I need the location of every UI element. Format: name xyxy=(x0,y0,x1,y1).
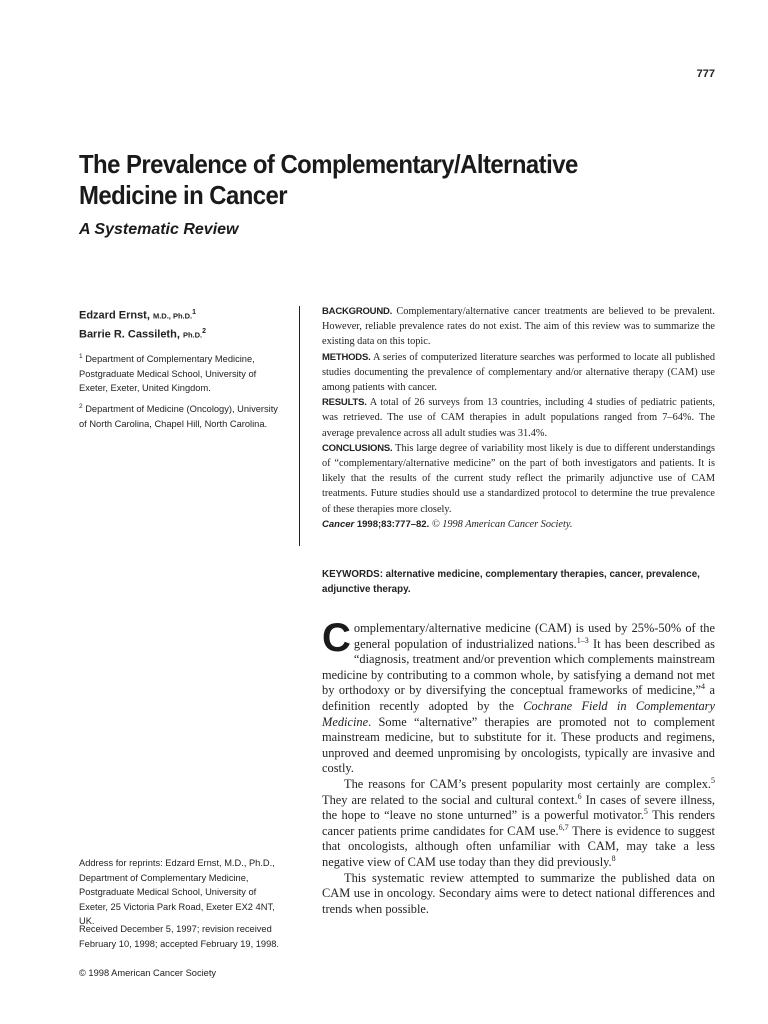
reprint-address: Address for reprints: Edzard Ernst, M.D., Ph.D., Department of Complementary Medicine, Postgraduate Medical School, University of Exeter, 25 Victoria Park Road, Exeter EX2 4NT, UK. xyxy=(79,858,275,926)
results-text: A total of 26 surveys from 13 countries, including 4 studies of pediatric patients, was retrieved. The use of CAM therapies in adult populations ranged from 7–64%. The average prevalence across all adult studies was 31.4%. xyxy=(322,397,715,439)
author-degrees: M.D., Ph.D. xyxy=(152,311,193,321)
author-name: Barrie R. Cassileth, xyxy=(79,328,180,341)
abstract-methods xyxy=(322,350,715,396)
reference-sup: 5 xyxy=(711,775,715,785)
conclusions-label: CONCLUSIONS. xyxy=(322,442,393,454)
methods-text: A series of computerized literature searches was performed to locate all published studies documenting the prevalence of complementary and/or alternative therapy (CAM) use among patients with cancer. xyxy=(322,351,715,394)
article-subtitle: A Systematic Review xyxy=(79,221,239,238)
reference-sup: 6,7 xyxy=(558,822,569,832)
affiliation-text: Department of Complementary Medicine, Postgraduate Medical School, University of Exeter, Exeter, United Kingdom. xyxy=(79,354,257,394)
body-paragraph-3: This systematic review attempted to summarize the published data on CAM use in oncology. Secondary aims were to detect national differences and trends when possible. xyxy=(322,870,715,916)
author-1 xyxy=(79,305,279,324)
affiliation-sup: 1 xyxy=(79,353,83,360)
author-affil-sup: 1 xyxy=(192,309,197,316)
abstract-citation xyxy=(322,517,715,532)
author-list xyxy=(79,305,279,342)
page-number: 777 xyxy=(696,68,715,80)
abstract-conclusions xyxy=(322,441,715,517)
reference-sup: 5 xyxy=(643,807,648,816)
title-line-2: Medicine in Cancer xyxy=(79,180,288,210)
methods-label: METHODS. xyxy=(322,351,371,363)
body-text xyxy=(322,616,716,917)
affiliation-2 xyxy=(79,400,279,431)
author-affil-sup: 2 xyxy=(202,327,207,335)
author-name: Edzard Ernst, xyxy=(79,309,150,322)
keywords: KEYWORDS: alternative medicine, complementary therapies, cancer, prevalence, adjunctive therapy. xyxy=(322,569,700,595)
reference-sup: 8 xyxy=(611,853,616,863)
reference-sup: 1–3 xyxy=(576,635,589,645)
copyright-notice: © 1998 American Cancer Society xyxy=(79,968,217,978)
author-2 xyxy=(79,324,279,343)
author-degrees: Ph.D. xyxy=(182,330,203,340)
drop-cap: C xyxy=(322,616,351,660)
abstract xyxy=(322,304,715,532)
column-divider xyxy=(299,306,300,546)
citation-journal: Cancer xyxy=(322,518,355,530)
citation-ref: 1998;83:777–82. xyxy=(356,518,430,530)
reference-sup: 4 xyxy=(700,682,705,692)
results-label: RESULTS. xyxy=(322,397,367,409)
abstract-background xyxy=(322,304,715,350)
affiliation-1 xyxy=(79,350,279,396)
italic-term: Cochrane Field in Complementary Medicine xyxy=(322,698,715,729)
reference-sup: 6 xyxy=(577,791,582,801)
conclusions-text: This large degree of variability most likely is due to different understandings of “complementary/alternative medicine” on the part of both investigators and patients. It is likely that the results of the current study reflect the primarily adjunctive use of CAM treatments. Future studies should use a standardized protocol to determine the true prevalence of these therapies more closely. xyxy=(322,442,716,515)
body-paragraph-1: Complementary/alternative medicine (CAM) is used by 25%-50% of the general population of industrialized nations.$^{1-3}$ It has been described as “diagnosis, treatment and/or prevention which complements mainstream medicine by contributing to a common whole, by satisfying a demand not met by orthodoxy or by diversifying the conceptual frameworks of medicine,”$^4$ a definition recently adopted by the Cochrane Field in Complementary Medicine. Some “alternative” therapies are promoted not to complement mainstream medicine, but to substitute for it. These products and regimens, unproved and deemed unpromising by oncologists, typically are invasive and costly. xyxy=(322,616,715,776)
title-line-1: The Prevalence of Complementary/Alternative xyxy=(79,149,578,179)
received-dates: Received December 5, 1997; revision received February 10, 1998; accepted February 19, 1998. xyxy=(79,924,280,949)
citation-copyright: © 1998 American Cancer Society. xyxy=(431,518,573,530)
article-title xyxy=(79,149,668,211)
background-text: Complementary/alternative cancer treatments are believed to be prevalent. However, reliable prevalence rates do not exist. The aim of this review was to summarize the existing data on this topic. xyxy=(322,306,715,348)
abstract-results xyxy=(322,395,715,441)
affiliation-sup: 2 xyxy=(79,403,83,410)
background-label: BACKGROUND. xyxy=(322,306,393,317)
affiliation-text: Department of Medicine (Oncology), University of North Carolina, Chapel Hill, North Carolina. xyxy=(79,404,278,429)
body-paragraph-2: The reasons for CAM’s present popularity most certainly are complex.$^5$ They are related to the social and cultural context.$^6$ In cases of severe illness, the hope to “leave no stone unturned” is a powerful motivator.$^5$ This renders cancer patients prime candidates for CAM use.$^{6,7}$ There is evidence to suggest that oncologists, although often unfamiliar with CAM, may take a less negative view of CAM use today than they did previously.$^8$ xyxy=(322,775,716,869)
